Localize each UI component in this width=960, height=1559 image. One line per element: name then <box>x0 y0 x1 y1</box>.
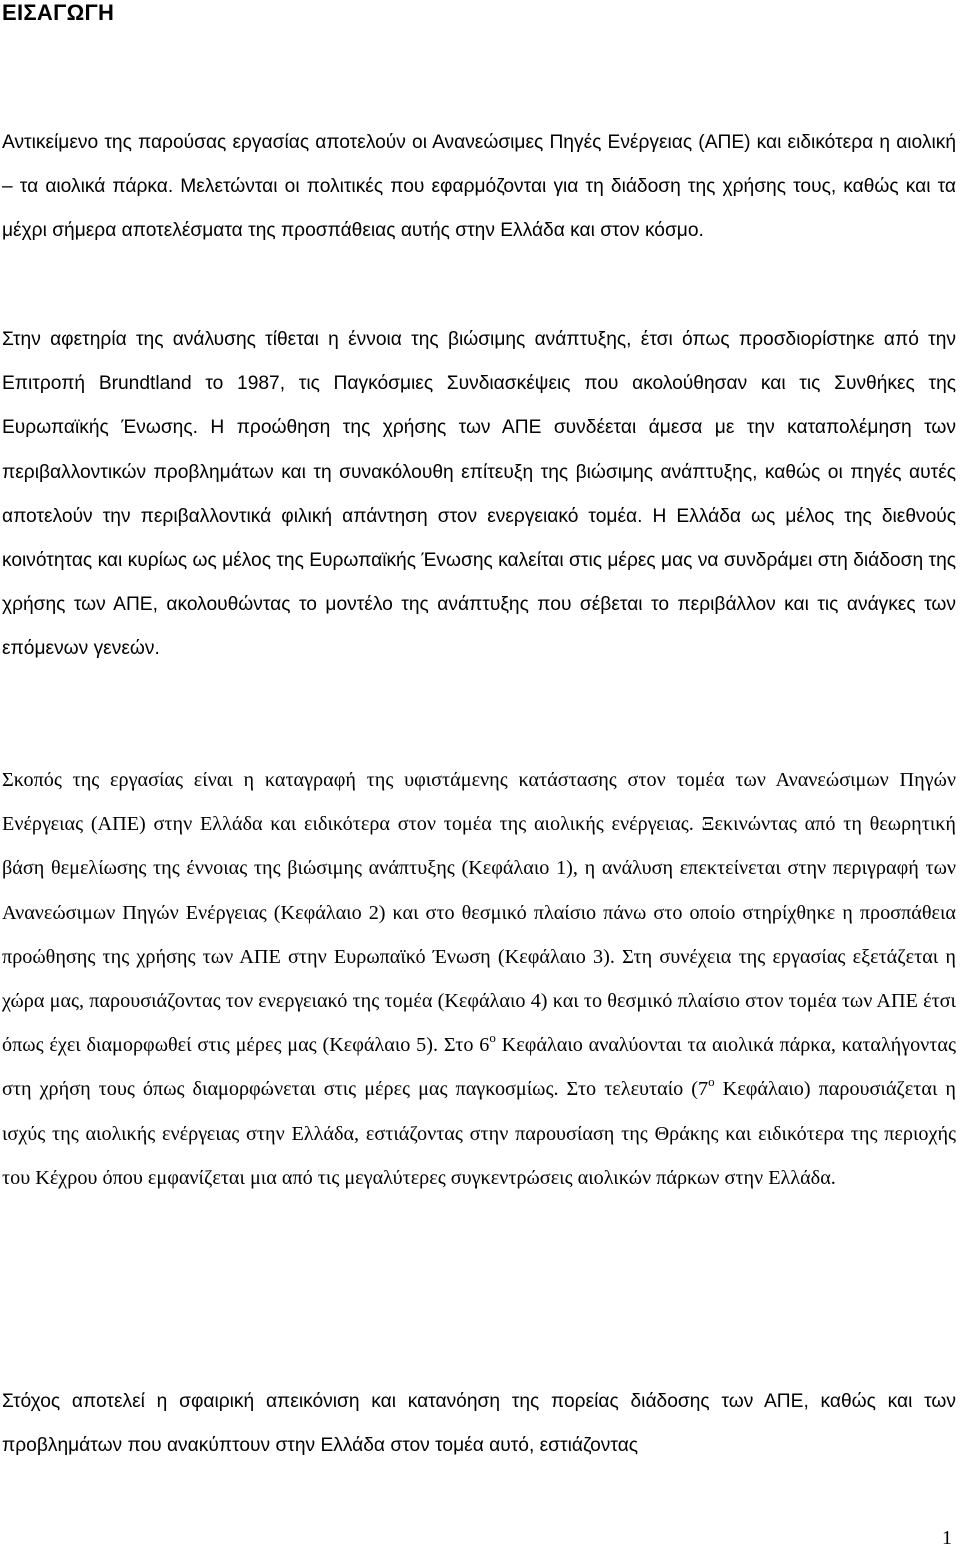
paragraph-purpose <box>2 758 956 1200</box>
paragraph-intro: Αντικείμενο της παρούσας εργασίας αποτελούν οι Ανανεώσιμες Πηγές Ενέργειας (ΑΠΕ) και ειδικότερα η αιολική – τα αιολικά πάρκα. Μελετώνται οι πολιτικές που εφαρμόζονται για τη διάδοση της χρήσης τους, καθώς και τα μέχρι σήμερα αποτελέσματα της προσπάθειας αυτής στην Ελλάδα και στον κόσμο. <box>2 132 956 242</box>
paragraph-purpose-text-1: Σκοπός της εργασίας είναι η καταγραφή της υφιστάμενης κατάστασης στον τομέα των Ανανεώσιμων Πηγών Ενέργειας (ΑΠΕ) στην Ελλάδα και ειδικότερα στον τομέα της αιολικής ενέργειας. Ξεκινώντας από τη θεωρητική βάση θεμελίωσης της έννοιας της βιώσιμης ανάπτυξης (Κεφάλαιο 1), η ανάλυση επεκτείνεται στην περιγραφή των Ανανεώσιμων Πηγών Ενέργειας (Κεφάλαιο 2) και στο θεσμικό πλαίσιο πάνω στο οποίο στηρίχθηκε η προσπάθεια προώθησης της χρήσης των ΑΠΕ στην Ευρωπαϊκό Ένωση (Κεφάλαιο 3). Στη συνέχεια της εργασίας εξετάζεται η χώρα μας, παρουσιάζοντας τον ενεργειακό της τομέα (Κεφάλαιο 4) και το θεσμικό πλαίσιο στον τομέα των ΑΠΕ έτσι όπως έχει διαμορφωθεί στις μέρες μας (Κεφάλαιο 5). Στο 6 <box>2 769 956 1057</box>
paragraph-purpose-text-2: Κεφάλαιο αναλύονται τα αιολικά πάρκα, καταλήγοντας στη χρήση τους όπως διαμορφώνεται στις μέρες μας παγκοσμίως. Στο τελευταίο (7 <box>2 1034 956 1101</box>
paragraph-purpose-text-3: Κεφάλαιο) παρουσιάζεται η ισχύς της αιολικής ενέργειας στην Ελλάδα, εστιάζοντας στην παρουσίαση της Θράκης και ειδικότερα της περιοχής του Κέχρου όπου εμφανίζεται μια από τις μεγαλύτερες συγκεντρώσεις αιολικών πάρκων στην Ελλάδα. <box>2 1078 956 1189</box>
paragraph-analysis-start: Στην αφετηρία της ανάλυσης τίθεται η έννοια της βιώσιμης ανάπτυξης, έτσι όπως προσδιορίστηκε από την Επιτροπή Brundtland το 1987, τις Παγκόσμιες Συνδιασκέψεις που ακολούθησαν και τις Συνθήκες της Ευρωπαϊκής Ένωσης. Η προώθηση της χρήσης των ΑΠΕ συνδέεται άμεσα με την καταπολέμηση των περιβαλλοντικών προβλημάτων και τη συνακόλουθη επίτευξη της βιώσιμης ανάπτυξης, καθώς οι πηγές αυτές αποτελούν την περιβαλλοντικά φιλική απάντηση στον ενεργειακό τομέα. Η Ελλάδα ως μέλος της διεθνούς κοινότητας και κυρίως ως μέλος της Ευρωπαϊκής Ένωσης καλείται στις μέρες μας να συνδράμει στη διάδοση της χρήσης των ΑΠΕ, ακολουθώντας το μοντέλο της ανάπτυξης που σέβεται το περιβάλλον και τις ανάγκες των επόμενων γενεών. <box>2 329 956 660</box>
page-number: 1 <box>942 1527 952 1549</box>
page-title: ΕΙΣΑΓΩΓΗ <box>2 0 115 25</box>
ordinal-superscript-6: ο <box>489 1030 496 1046</box>
ordinal-superscript-7: ο <box>708 1074 715 1090</box>
paragraph-goal: Στόχος αποτελεί η σφαιρική απεικόνιση και κατανόηση της πορείας διάδοσης των ΑΠΕ, καθώς και των προβλημάτων που ανακύπτουν στην Ελλάδα στον τομέα αυτό, εστιάζοντας <box>2 1391 956 1457</box>
